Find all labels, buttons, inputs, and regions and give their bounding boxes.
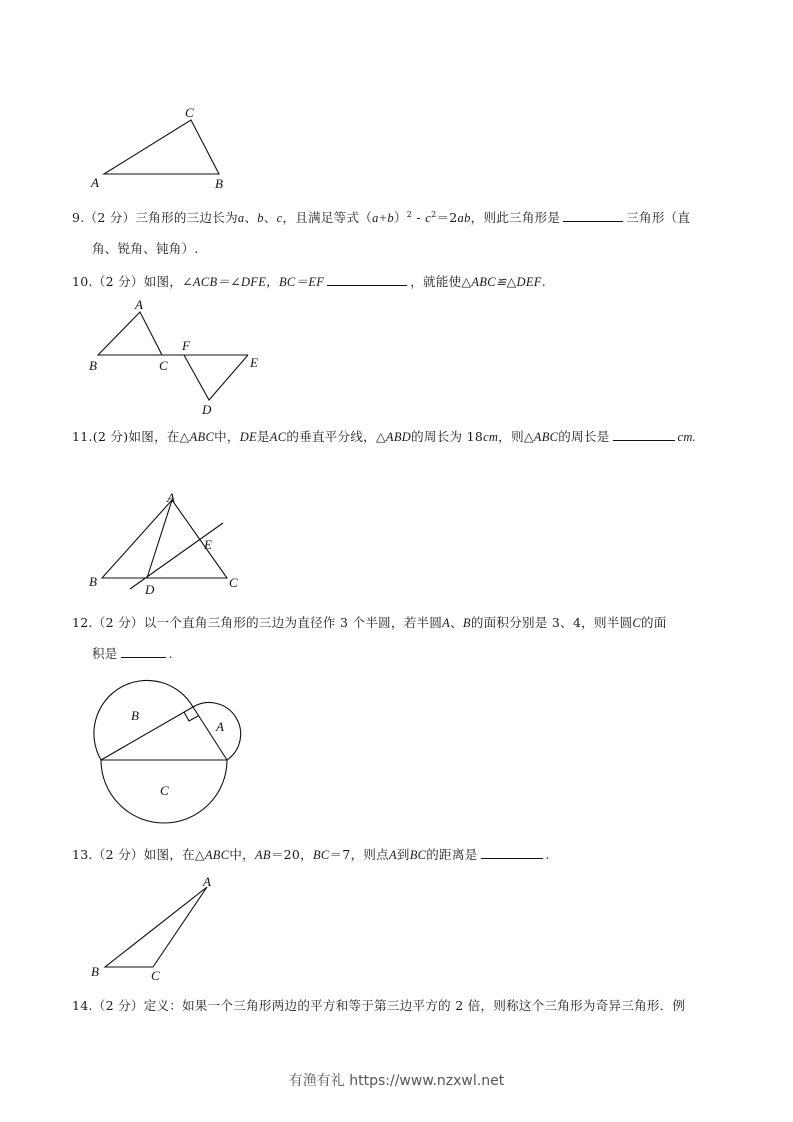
figure-two-triangles-q10 — [85, 295, 275, 420]
svg-text:D: D — [145, 582, 155, 595]
answer-blank-q13[interactable] — [481, 846, 543, 859]
question-10: 10.（2 分）如图，∠ACB＝∠DFE，BC＝EF ，就能使△ABC≌△DEF. — [72, 274, 547, 289]
answer-blank-q9[interactable] — [563, 209, 623, 222]
question-9-line2: 角、锐角、钝角）. — [92, 241, 199, 256]
question-13: 13.（2 分）如图，在△ABC中，AB＝20，BC＝7，则点A到BC的距离是 . — [72, 847, 550, 862]
svg-text:F: F — [182, 338, 190, 353]
svg-text:B: B — [131, 708, 139, 723]
svg-text:C: C — [185, 105, 194, 120]
question-12: 12.（2 分）以一个直角三角形的三边为直径作 3 个半圆，若半圆A、B的面积分别是 3、4，则半圆C的面 — [72, 615, 667, 630]
question-11: 11.(2 分)如图，在△ABC中，DE是AC的垂直平分线，△ABD的周长为 18cm，则△ABC的周长是 cm. — [72, 429, 697, 444]
svg-text:C: C — [151, 968, 160, 983]
svg-text:C: C — [160, 783, 169, 798]
answer-blank-q11[interactable] — [613, 428, 675, 441]
svg-text:C: C — [159, 358, 168, 373]
svg-text:A: A — [91, 175, 99, 190]
svg-text:A: A — [167, 490, 175, 505]
svg-text:D: D — [202, 402, 212, 417]
figure-perpendicular-bisector-q11 — [85, 485, 265, 595]
answer-blank-q12[interactable] — [121, 645, 166, 658]
figure-semicircles-q12 — [85, 665, 255, 830]
question-9: 9.（2 分）三角形的三边长为a、b、c，且满足等式$(a+b)^2 - c^2=2ab$，则此三角形是 三角形（直 — [72, 209, 691, 225]
svg-text:B: B — [91, 964, 99, 979]
svg-text:B: B — [89, 574, 97, 589]
question-14: 14.（2 分）定义：如果一个三角形两边的平方和等于第三边平方的 2 倍，则称这个三角形为奇异三角形．例 — [72, 998, 686, 1013]
svg-text:A: A — [203, 874, 211, 889]
svg-text:E: E — [204, 537, 212, 552]
figure-obtuse-triangle-q13 — [85, 870, 235, 985]
svg-text:A: A — [135, 297, 143, 312]
svg-text:C: C — [229, 575, 238, 590]
footer-watermark: 有渔有礼 https://www.nzxwl.net — [288, 1073, 505, 1089]
answer-blank-q10[interactable] — [327, 273, 407, 286]
question-12-line2: 积是 . — [92, 646, 173, 661]
svg-text:E: E — [250, 355, 258, 370]
svg-text:B: B — [89, 358, 97, 373]
svg-text:B: B — [215, 176, 223, 191]
figure-triangle-abc-q8 — [85, 100, 235, 195]
svg-text:A: A — [216, 719, 224, 734]
question-number: 9. — [72, 210, 85, 225]
